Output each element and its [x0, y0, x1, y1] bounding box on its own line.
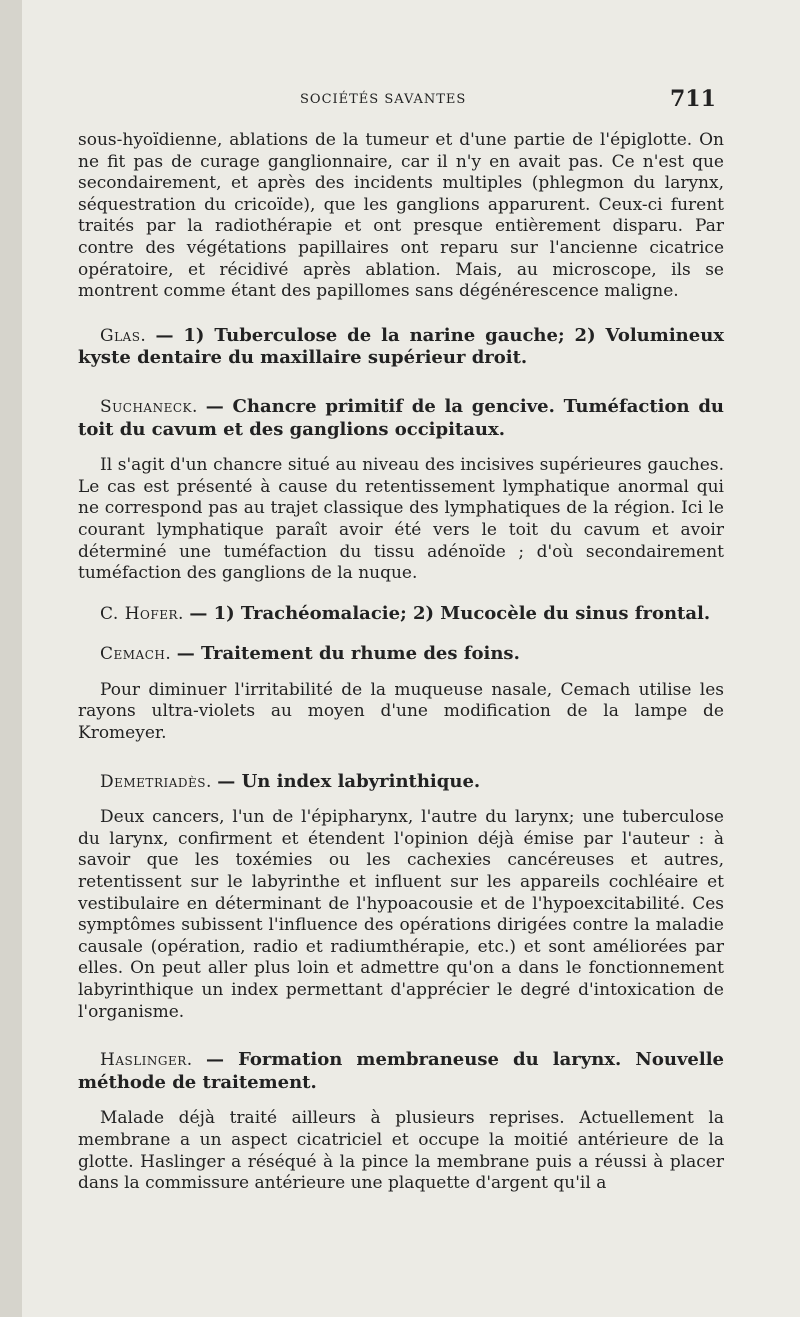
entry-author: Cemach.	[100, 644, 172, 665]
entry-heading	[78, 771, 724, 794]
page-number: 711	[670, 86, 716, 112]
entry-text: Il s'agit d'un chancre situé au niveau des incisives supérieures gauches. Le cas est présenté à cause du retentissement lymphatique anormal qui ne correspond pas au trajet classique des lymphatiques de la région. Ici le courant lymphatique paraît avoir été vers le toit du cavum et avoir déterminé une tuméfaction du tissu adénoïde ; d'où secondairement tuméfaction des ganglions de la nuque.	[78, 455, 724, 584]
entry-title: — Un index labyrinthique.	[217, 770, 481, 792]
entry-author: Glas.	[100, 325, 147, 346]
entry-heading	[78, 1049, 724, 1094]
entry-text: Pour diminuer l'irritabilité de la muqueuse nasale, Cemach utilise les rayons ultra-violets au moyen d'une modification de la lampe de Kromeyer.	[78, 679, 724, 744]
entry-heading	[78, 643, 724, 666]
continuation-paragraph: sous-hyoïdienne, ablations de la tumeur et d'une partie de l'épiglotte. On ne fit pas de curage ganglionnaire, car il n'y en avait pas. Ce n'est que secondairement, et après des incidents multiples (phlegmon du larynx, séquestration du cricoïde), que les ganglions apparurent. Ceux-ci furent traités par la radiothérapie et ont presque entièrement disparu. Par contre des végétations papillaires ont reparu sur l'ancienne cicatrice opératoire, et récidivé après ablation. Mais, au microscope, ils se montrent comme étant des papillomes sans dégénérescence maligne.	[78, 130, 724, 302]
entry-heading	[78, 396, 724, 441]
entry-heading	[78, 325, 724, 370]
entry-text: Malade déjà traité ailleurs à plusieurs reprises. Actuellement la membrane a un aspect cicatriciel et occupe la moitié antérieure de la glotte. Haslinger a réséqué à la pince la membrane puis a réussi à placer dans la commissure antérieure une plaquette d'argent qu'il a	[78, 1108, 724, 1194]
entry-title: — Formation membraneuse du larynx. Nouvelle méthode de traitement.	[78, 1049, 724, 1093]
entry-title: — 1) Tuberculose de la narine gauche; 2) Volumineux kyste dentaire du maxillaire supérieur droit.	[78, 324, 725, 369]
entry-text: Deux cancers, l'un de l'épipharynx, l'autre du larynx; une tuberculose du larynx, confirment et étendent l'opinion déjà émise par l'auteur : à savoir que les toxémies ou les cachexies cancéreuses et autres, retentissent sur le labyrinthe et influent sur les appareils cochléaire et vestibulaire en déterminant de l'hypoacousie et de l'hypoexcitabilité. Ces symptômes subissent l'influence des opérations dirigées contre la maladie causale (opération, radio et radiumthérapie, etc.) et sont améliorées par elles. On peut aller plus loin et admettre qu'on a dans le fonctionnement labyrinthique un index permettant d'apprécier le degré d'intoxication de l'organisme.	[78, 807, 724, 1022]
entry-title: — Chancre primitif de la gencive. Tuméfaction du toit du cavum et des ganglions occipitaux.	[78, 395, 724, 440]
page-body	[78, 130, 724, 1195]
entry-title: — Traitement du rhume des foins.	[176, 643, 520, 665]
entry-author: Suchaneck.	[100, 396, 198, 417]
entry-heading	[78, 603, 724, 626]
entry-author: Demetriadès.	[100, 771, 212, 792]
running-head: SOCIÉTÉS SAVANTES	[300, 92, 467, 107]
entry-title: — 1) Trachéomalacie; 2) Mucocèle du sinus frontal.	[189, 602, 711, 624]
page-edge	[0, 0, 22, 1317]
entry-author: C. Hofer.	[100, 603, 184, 624]
book-page	[22, 0, 800, 1317]
entry-author: Haslinger.	[100, 1050, 193, 1071]
page-header	[22, 86, 800, 116]
